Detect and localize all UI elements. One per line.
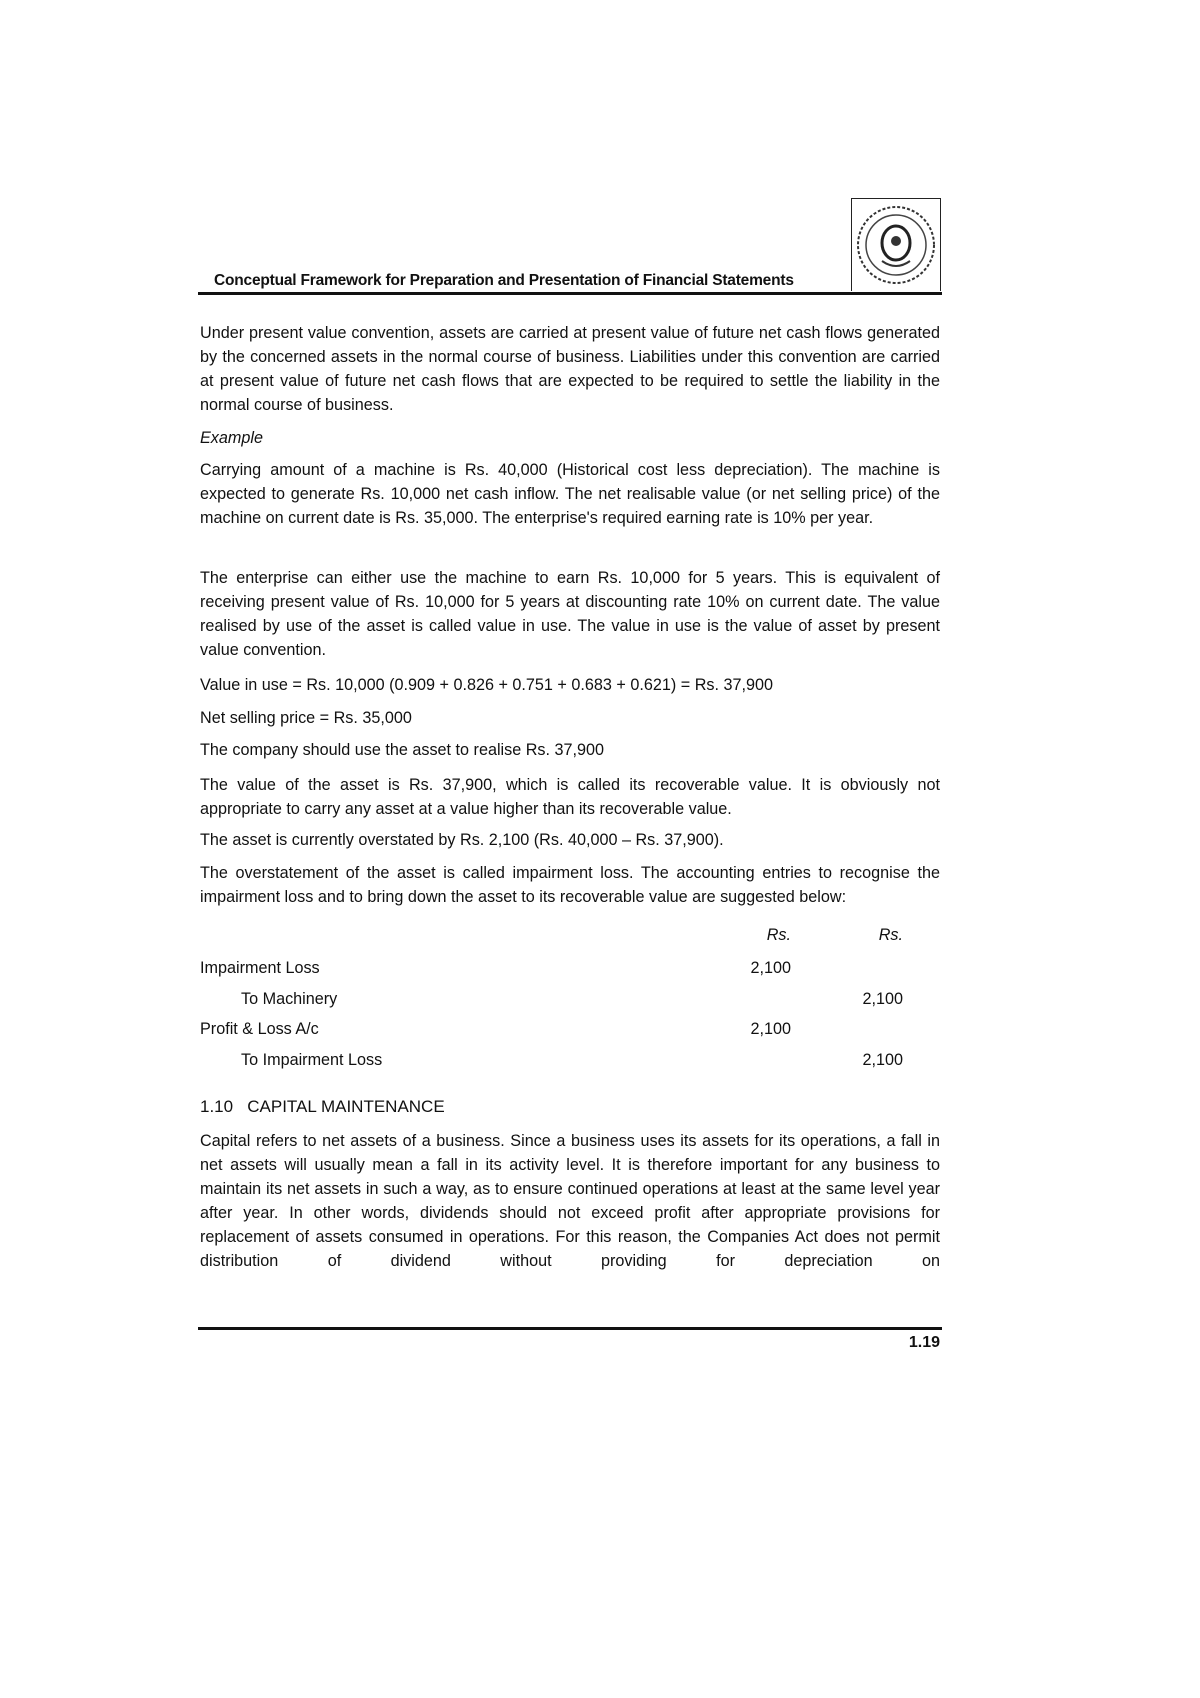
journal-row-debit: 2,100 <box>750 959 791 977</box>
header-rule <box>198 292 942 295</box>
journal-row-label: Profit & Loss A/c <box>200 1020 319 1038</box>
debit-column-header: Rs. <box>766 926 791 944</box>
journal-row-credit: 2,100 <box>862 1051 903 1069</box>
journal-row-label: Impairment Loss <box>200 959 320 977</box>
value-in-use-formula: Value in use = Rs. 10,000 (0.909 + 0.826 + 0.751 + 0.683 + 0.621) = Rs. 37,900 <box>200 676 773 694</box>
journal-row-credit: 2,100 <box>862 990 903 1008</box>
paragraph-example: Carrying amount of a machine is Rs. 40,000 (Historical cost less depreciation). The machine is expected to generate Rs. 10,000 net cash inflow. The net realisable value (or net selling price) of the machine on current date is Rs. 35,000. The enterprise's required earning rate is 10% per year. <box>200 461 940 527</box>
credit-column-header: Rs. <box>878 926 903 944</box>
paragraph-capital-maintenance: Capital refers to net assets of a business. Since a business uses its assets for its operations, a fall in net assets will usually mean a fall in its activity level. It is therefore important for any business to maintain its net assets in such a way, as to ensure continued operations at least at the same level year after year. In other words, dividends should not exceed profit after appropriate provisions for replacement of assets consumed in operations. For this reason, the Companies Act does not permit distribution of dividend without providing for depreciation on <box>200 1132 940 1270</box>
net-selling-price: Net selling price = Rs. 35,000 <box>200 709 412 727</box>
paragraph-recoverable-value: The value of the asset is Rs. 37,900, which is called its recoverable value. It is obviously not appropriate to carry any asset at a value higher than its recoverable value. <box>200 776 940 818</box>
example-label: Example <box>200 429 263 447</box>
page-number: 1.19 <box>908 1334 940 1351</box>
journal-row-label: To Machinery <box>241 990 338 1008</box>
section-heading: 1.10 CAPITAL MAINTENANCE <box>200 1097 445 1116</box>
journal-row-debit: 2,100 <box>750 1020 791 1038</box>
paragraph-impairment: The overstatement of the asset is called impairment loss. The accounting entries to recognise the impairment loss and to bring down the asset to its recoverable value are suggested below: <box>200 864 940 906</box>
paragraph-value-in-use: The enterprise can either use the machine to earn Rs. 10,000 for 5 years. This is equivalent of receiving present value of Rs. 10,000 for 5 years at discounting rate 10% on current date. The value realised by use of the asset is called value in use. The value in use is the value of asset by present value convention. <box>200 569 940 659</box>
institute-logo <box>851 198 941 291</box>
paragraph-present-value: Under present value convention, assets are carried at present value of future net cash flows generated by the concerned assets in the normal course of business. Liabilities under this convention are carried at present value of future net cash flows that are expected to be required to settle the liability in the normal course of business. <box>200 324 940 414</box>
company-decision: The company should use the asset to realise Rs. 37,900 <box>200 741 605 759</box>
footer-rule <box>198 1327 942 1330</box>
seal-icon <box>852 199 940 291</box>
overstatement-line: The asset is currently overstated by Rs. 2,100 (Rs. 40,000 – Rs. 37,900). <box>200 831 724 849</box>
running-header-title: Conceptual Framework for Preparation and Presentation of Financial Statements <box>214 272 794 289</box>
journal-row-label: To Impairment Loss <box>241 1051 383 1069</box>
